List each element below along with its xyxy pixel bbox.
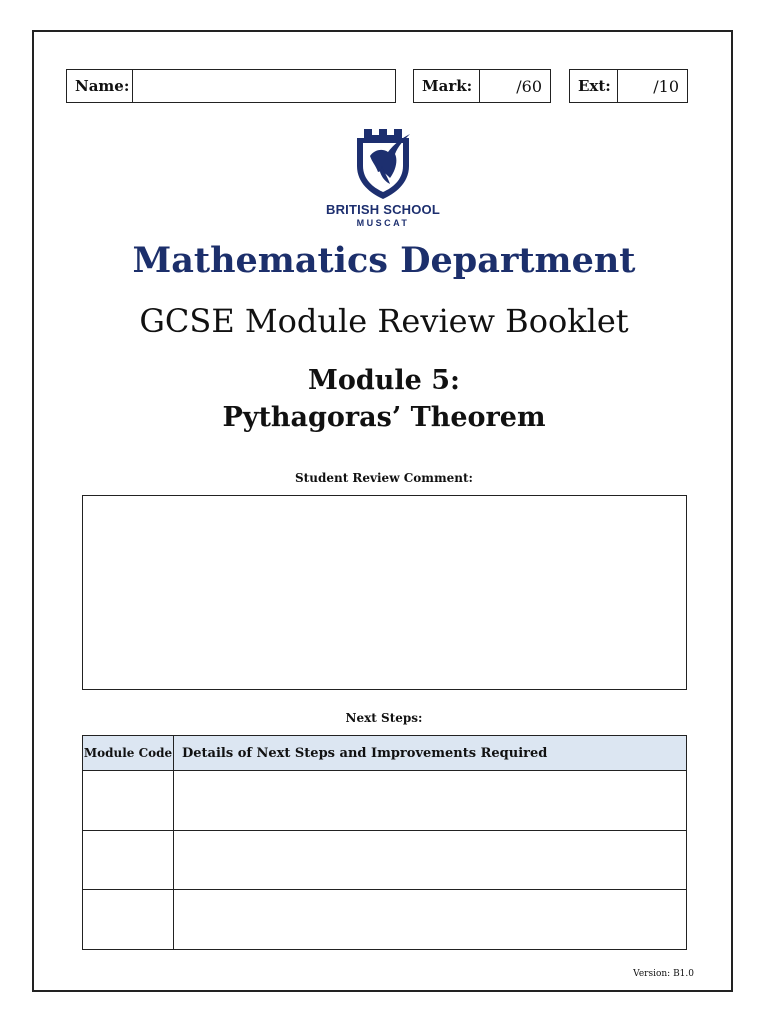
module-topic: Pythagoras’ Theorem <box>222 402 546 433</box>
comment-caption: Student Review Comment: <box>295 471 473 485</box>
logo-school-name: BRITISH SCHOOL <box>325 202 441 217</box>
details-cell[interactable] <box>174 890 687 950</box>
logo-city-name: MUSCAT <box>356 218 410 228</box>
module-code-cell[interactable] <box>83 890 174 950</box>
ext-value[interactable]: /10 <box>653 76 679 96</box>
next-steps-caption: Next Steps: <box>345 711 423 725</box>
module-code-header: Module Code <box>83 736 174 771</box>
department-title: Mathematics Department <box>132 240 636 281</box>
table-row <box>83 830 687 890</box>
mark-value[interactable]: /60 <box>516 76 542 96</box>
booklet-title: GCSE Module Review Booklet <box>139 302 629 340</box>
table-header-row <box>83 736 687 771</box>
details-header: Details of Next Steps and Improvements Required <box>174 736 687 771</box>
module-code-cell[interactable] <box>83 771 174 831</box>
version-label: Version: B1.0 <box>633 969 694 979</box>
table-row <box>83 771 687 831</box>
ext-field[interactable] <box>569 69 688 103</box>
school-logo <box>318 122 448 230</box>
table-row <box>83 890 687 950</box>
student-comment-box[interactable] <box>82 495 687 690</box>
details-cell[interactable] <box>174 771 687 831</box>
mark-label: Mark: <box>414 70 480 102</box>
module-number: Module 5: <box>308 365 460 396</box>
mark-field[interactable] <box>413 69 551 103</box>
shield-icon <box>354 126 412 200</box>
details-cell[interactable] <box>174 830 687 890</box>
name-field[interactable] <box>66 69 396 103</box>
module-title <box>0 362 768 436</box>
name-input[interactable] <box>133 70 395 102</box>
next-steps-table <box>82 735 687 950</box>
module-code-cell[interactable] <box>83 830 174 890</box>
name-label: Name: <box>67 70 133 102</box>
ext-label: Ext: <box>570 70 618 102</box>
